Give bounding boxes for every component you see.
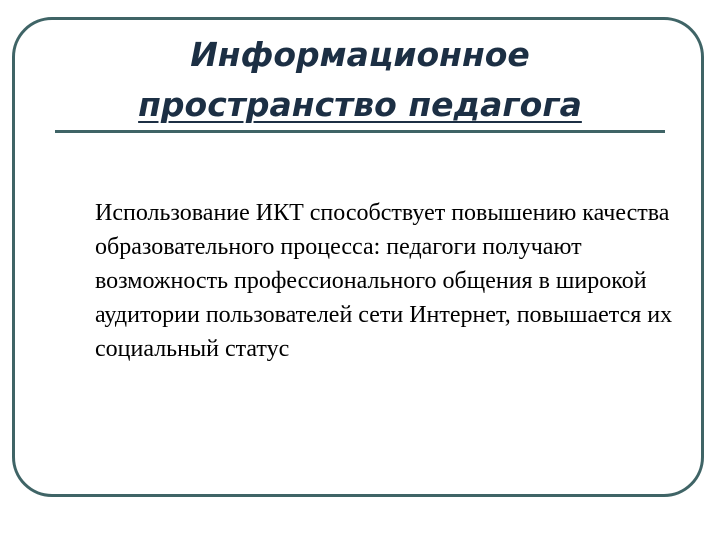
title-line-2: пространство педагога <box>138 85 582 124</box>
body-paragraph: Использование ИКТ способствует повышению качества образовательного процесса: педагоги получают возможность профессионального общения в широкой аудитории пользователей сети Интернет, повышается их социальный статус <box>95 200 673 362</box>
title-divider <box>55 130 665 133</box>
title-line-1: Информационное <box>190 35 530 74</box>
slide-title <box>0 30 720 130</box>
